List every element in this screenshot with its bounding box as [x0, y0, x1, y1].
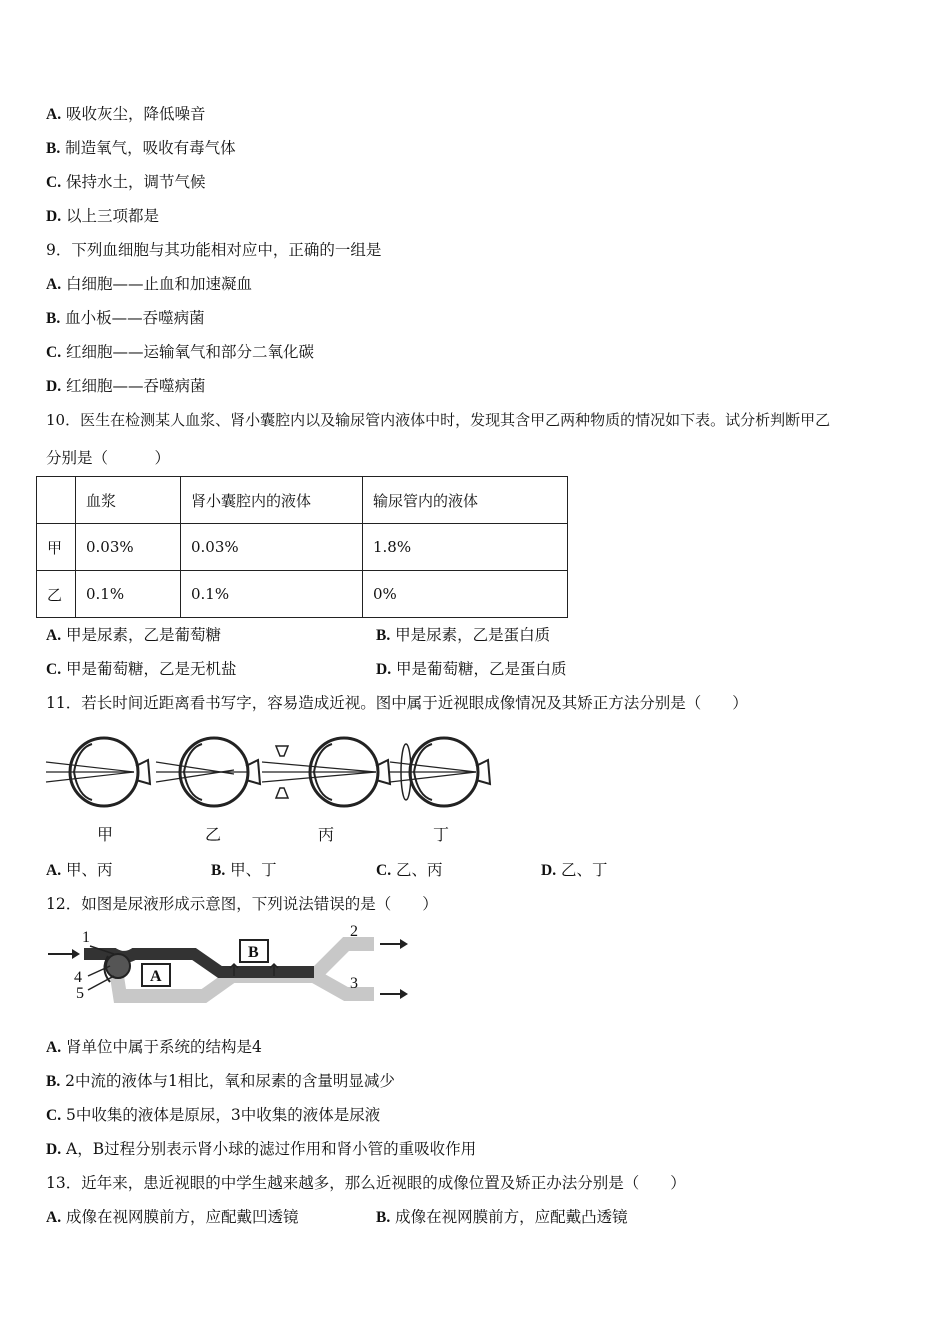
- q8-option-b: B. 制造氧气，吸收有毒气体: [46, 139, 236, 157]
- q11-stem: 11．若长时间近距离看书写字，容易造成近视。图中属于近视眼成像情况及其矫正方法分别是（ ）: [46, 694, 748, 712]
- table-cell: 乙: [37, 571, 76, 618]
- q12-option-a: A. 肾单位中属于系统的结构是4: [46, 1038, 262, 1056]
- q8-option-a: A. 吸收灰尘，降低噪音: [46, 105, 206, 123]
- q11-option-d: D. 乙、丁: [541, 861, 608, 879]
- q9-option-a: A. 白细胞——止血和加速凝血: [46, 275, 253, 293]
- nephron-label-5: 5: [76, 985, 84, 1002]
- q9-option-b: B. 血小板——吞噬病菌: [46, 309, 205, 327]
- q9-option-c: C. 红细胞——运输氧气和部分二氧化碳: [46, 343, 315, 361]
- table-cell: 0%: [363, 571, 568, 618]
- q10-option-b: B. 甲是尿素，乙是蛋白质: [376, 626, 551, 644]
- eye-label-ding: 丁: [433, 825, 450, 844]
- table-header-cell: [37, 477, 76, 524]
- q13-option-a: A. 成像在视网膜前方，应配戴凹透镜: [46, 1208, 299, 1226]
- q8-option-d: D. 以上三项都是: [46, 207, 160, 225]
- eye-yi-diagram: [156, 738, 260, 806]
- table-header-row: [37, 477, 568, 524]
- table-header-cell: 输尿管内的液体: [363, 477, 568, 524]
- nephron-box-a: A: [150, 968, 162, 985]
- eye-label-yi: 乙: [205, 825, 222, 844]
- table-cell: 0.03%: [181, 524, 363, 571]
- q11-option-c: C. 乙、丙: [376, 861, 443, 879]
- q10-option-c: C. 甲是葡萄糖，乙是无机盐: [46, 660, 237, 678]
- q10-stem-line2: 分别是（ ）: [46, 449, 171, 467]
- q10-stem-line1: 10．医生在检测某人血浆、肾小囊腔内以及输尿管内液体中时，发现其含甲乙两种物质的情况如下表。试分析判断甲乙: [46, 411, 831, 429]
- q13-stem: 13．近年来，患近视眼的中学生越来越多，那么近视眼的成像位置及矫正办法分别是（ ）: [46, 1174, 686, 1192]
- eye-label-bing: 丙: [318, 825, 335, 844]
- nephron-box-b: B: [248, 944, 259, 961]
- q8-option-c: C. 保持水土，调节气候: [46, 173, 206, 191]
- eye-diagram-figure: [44, 728, 494, 820]
- q9-stem: 9．下列血细胞与其功能相对应中，正确的一组是: [46, 241, 382, 259]
- table-header-cell: 血浆: [76, 477, 181, 524]
- q11-option-b: B. 甲、丁: [211, 861, 277, 879]
- eye-ding-diagram: [390, 738, 490, 806]
- nephron-label-2: 2: [350, 924, 358, 940]
- nephron-label-3: 3: [350, 975, 358, 992]
- eye-bing-diagram: [262, 738, 390, 806]
- q12-stem: 12．如图是尿液形成示意图，下列说法错误的是（ ）: [46, 895, 438, 913]
- nephron-label-4: 4: [74, 969, 82, 986]
- table-cell: 甲: [37, 524, 76, 571]
- q10-table: [36, 476, 568, 618]
- q12-option-b: B. 2中流的液体与1相比，氧和尿素的含量明显减少: [46, 1072, 395, 1090]
- q10-option-d: D. 甲是葡萄糖，乙是蛋白质: [376, 660, 567, 678]
- q12-option-d: D. A，B过程分别表示肾小球的滤过作用和肾小管的重吸收作用: [46, 1140, 477, 1158]
- q13-option-b: B. 成像在视网膜前方，应配戴凸透镜: [376, 1208, 628, 1226]
- table-cell: 0.03%: [76, 524, 181, 571]
- table-row: [37, 524, 568, 571]
- q9-option-d: D. 红细胞——吞噬病菌: [46, 377, 206, 395]
- table-cell: 0.1%: [181, 571, 363, 618]
- table-header-cell: 肾小囊腔内的液体: [181, 477, 363, 524]
- nephron-label-1: 1: [82, 929, 90, 946]
- eye-jia-diagram: [46, 738, 150, 806]
- q10-option-a: A. 甲是尿素，乙是葡萄糖: [46, 626, 222, 644]
- table-cell: 0.1%: [76, 571, 181, 618]
- q12-option-c: C. 5中收集的液体是原尿，3中收集的液体是尿液: [46, 1106, 381, 1124]
- table-row: [37, 571, 568, 618]
- eye-label-jia: 甲: [97, 825, 114, 844]
- q11-option-a: A. 甲、丙: [46, 861, 113, 879]
- nephron-diagram: [44, 924, 416, 1014]
- table-cell: 1.8%: [363, 524, 568, 571]
